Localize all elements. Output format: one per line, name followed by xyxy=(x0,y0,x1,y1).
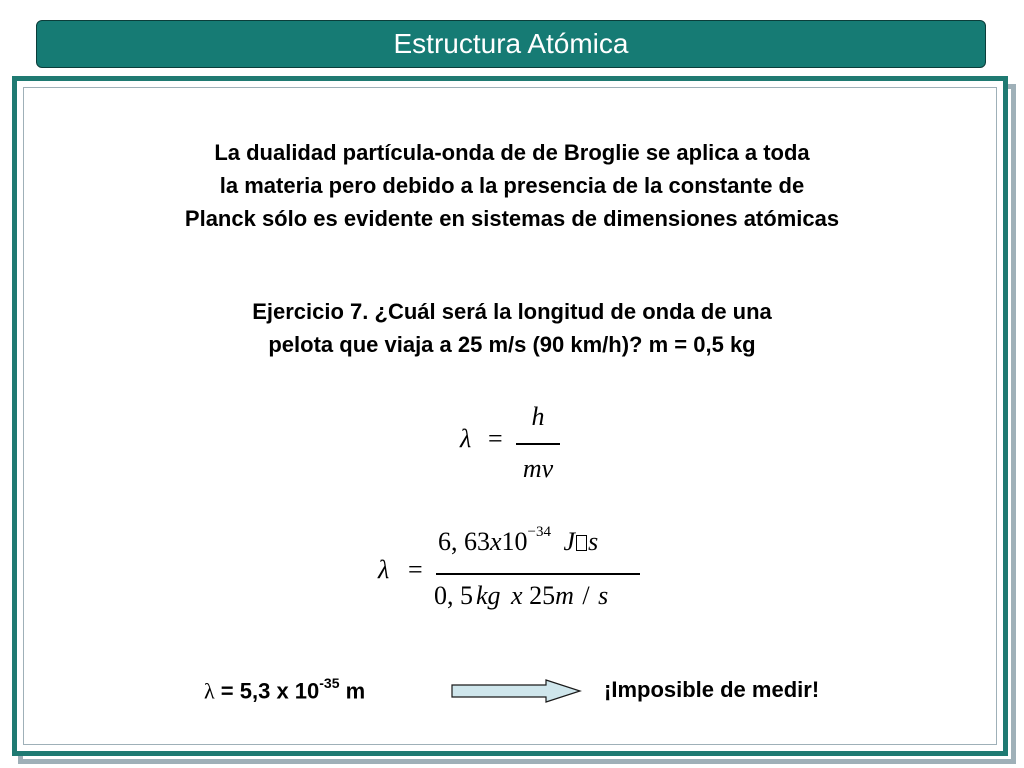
substitution-formula xyxy=(378,525,648,620)
unit-second: s xyxy=(598,581,609,610)
power-base: 10 xyxy=(501,527,528,556)
mass-value: 0, 5 xyxy=(434,581,473,610)
velocity-value: 25 xyxy=(529,581,556,610)
result-exponent: -35 xyxy=(319,675,340,691)
times-x: x xyxy=(490,527,502,556)
fraction-bar xyxy=(516,443,560,445)
result-value xyxy=(204,677,365,704)
fraction-bar xyxy=(436,573,640,575)
intro-line: la materia pero debido a la presencia de la constante de xyxy=(219,173,805,198)
missing-glyph-box xyxy=(576,535,587,551)
power-exponent: −34 xyxy=(527,524,552,541)
formula-denominator xyxy=(434,581,608,611)
equals-sign: = xyxy=(408,555,423,584)
result-unit: m xyxy=(339,678,366,704)
exercise-statement xyxy=(40,295,984,361)
result-prefix: = 5,3 x 10 xyxy=(214,678,320,704)
right-arrow-icon xyxy=(450,678,584,704)
exercise-line: pelota que viaja a 25 m/s (90 km/h)? m = 0,5 kg xyxy=(268,332,756,357)
formula-denominator: mv xyxy=(522,454,554,483)
unit-second: s xyxy=(588,527,599,556)
intro-line: Planck sólo es evidente en sistemas de dimensiones atómicas xyxy=(184,206,840,231)
formula-numerator xyxy=(438,524,599,557)
slash: / xyxy=(582,581,590,610)
conclusion-text: ¡Imposible de medir! xyxy=(604,677,820,702)
slide-title: Estructura Atómica xyxy=(393,28,629,59)
debroglie-formula xyxy=(458,400,568,490)
intro-paragraph xyxy=(40,136,984,235)
mantissa: 6, 63 xyxy=(438,527,490,556)
unit-kg: kg xyxy=(476,581,501,610)
exercise-line: Ejercicio 7. ¿Cuál será la longitud de onda de una xyxy=(252,299,772,324)
unit-meter: m xyxy=(555,581,574,610)
intro-line: La dualidad partícula-onda de de Broglie se aplica a toda xyxy=(214,140,810,165)
lambda-symbol: λ xyxy=(460,424,472,453)
slide-title-bar xyxy=(36,20,986,68)
formula-numerator: h xyxy=(531,402,545,431)
lambda-symbol: λ xyxy=(204,678,215,704)
times-x: x xyxy=(511,581,523,610)
lambda-symbol: λ xyxy=(378,555,390,584)
unit-joule: J xyxy=(563,527,576,556)
equals-sign: = xyxy=(488,424,503,453)
